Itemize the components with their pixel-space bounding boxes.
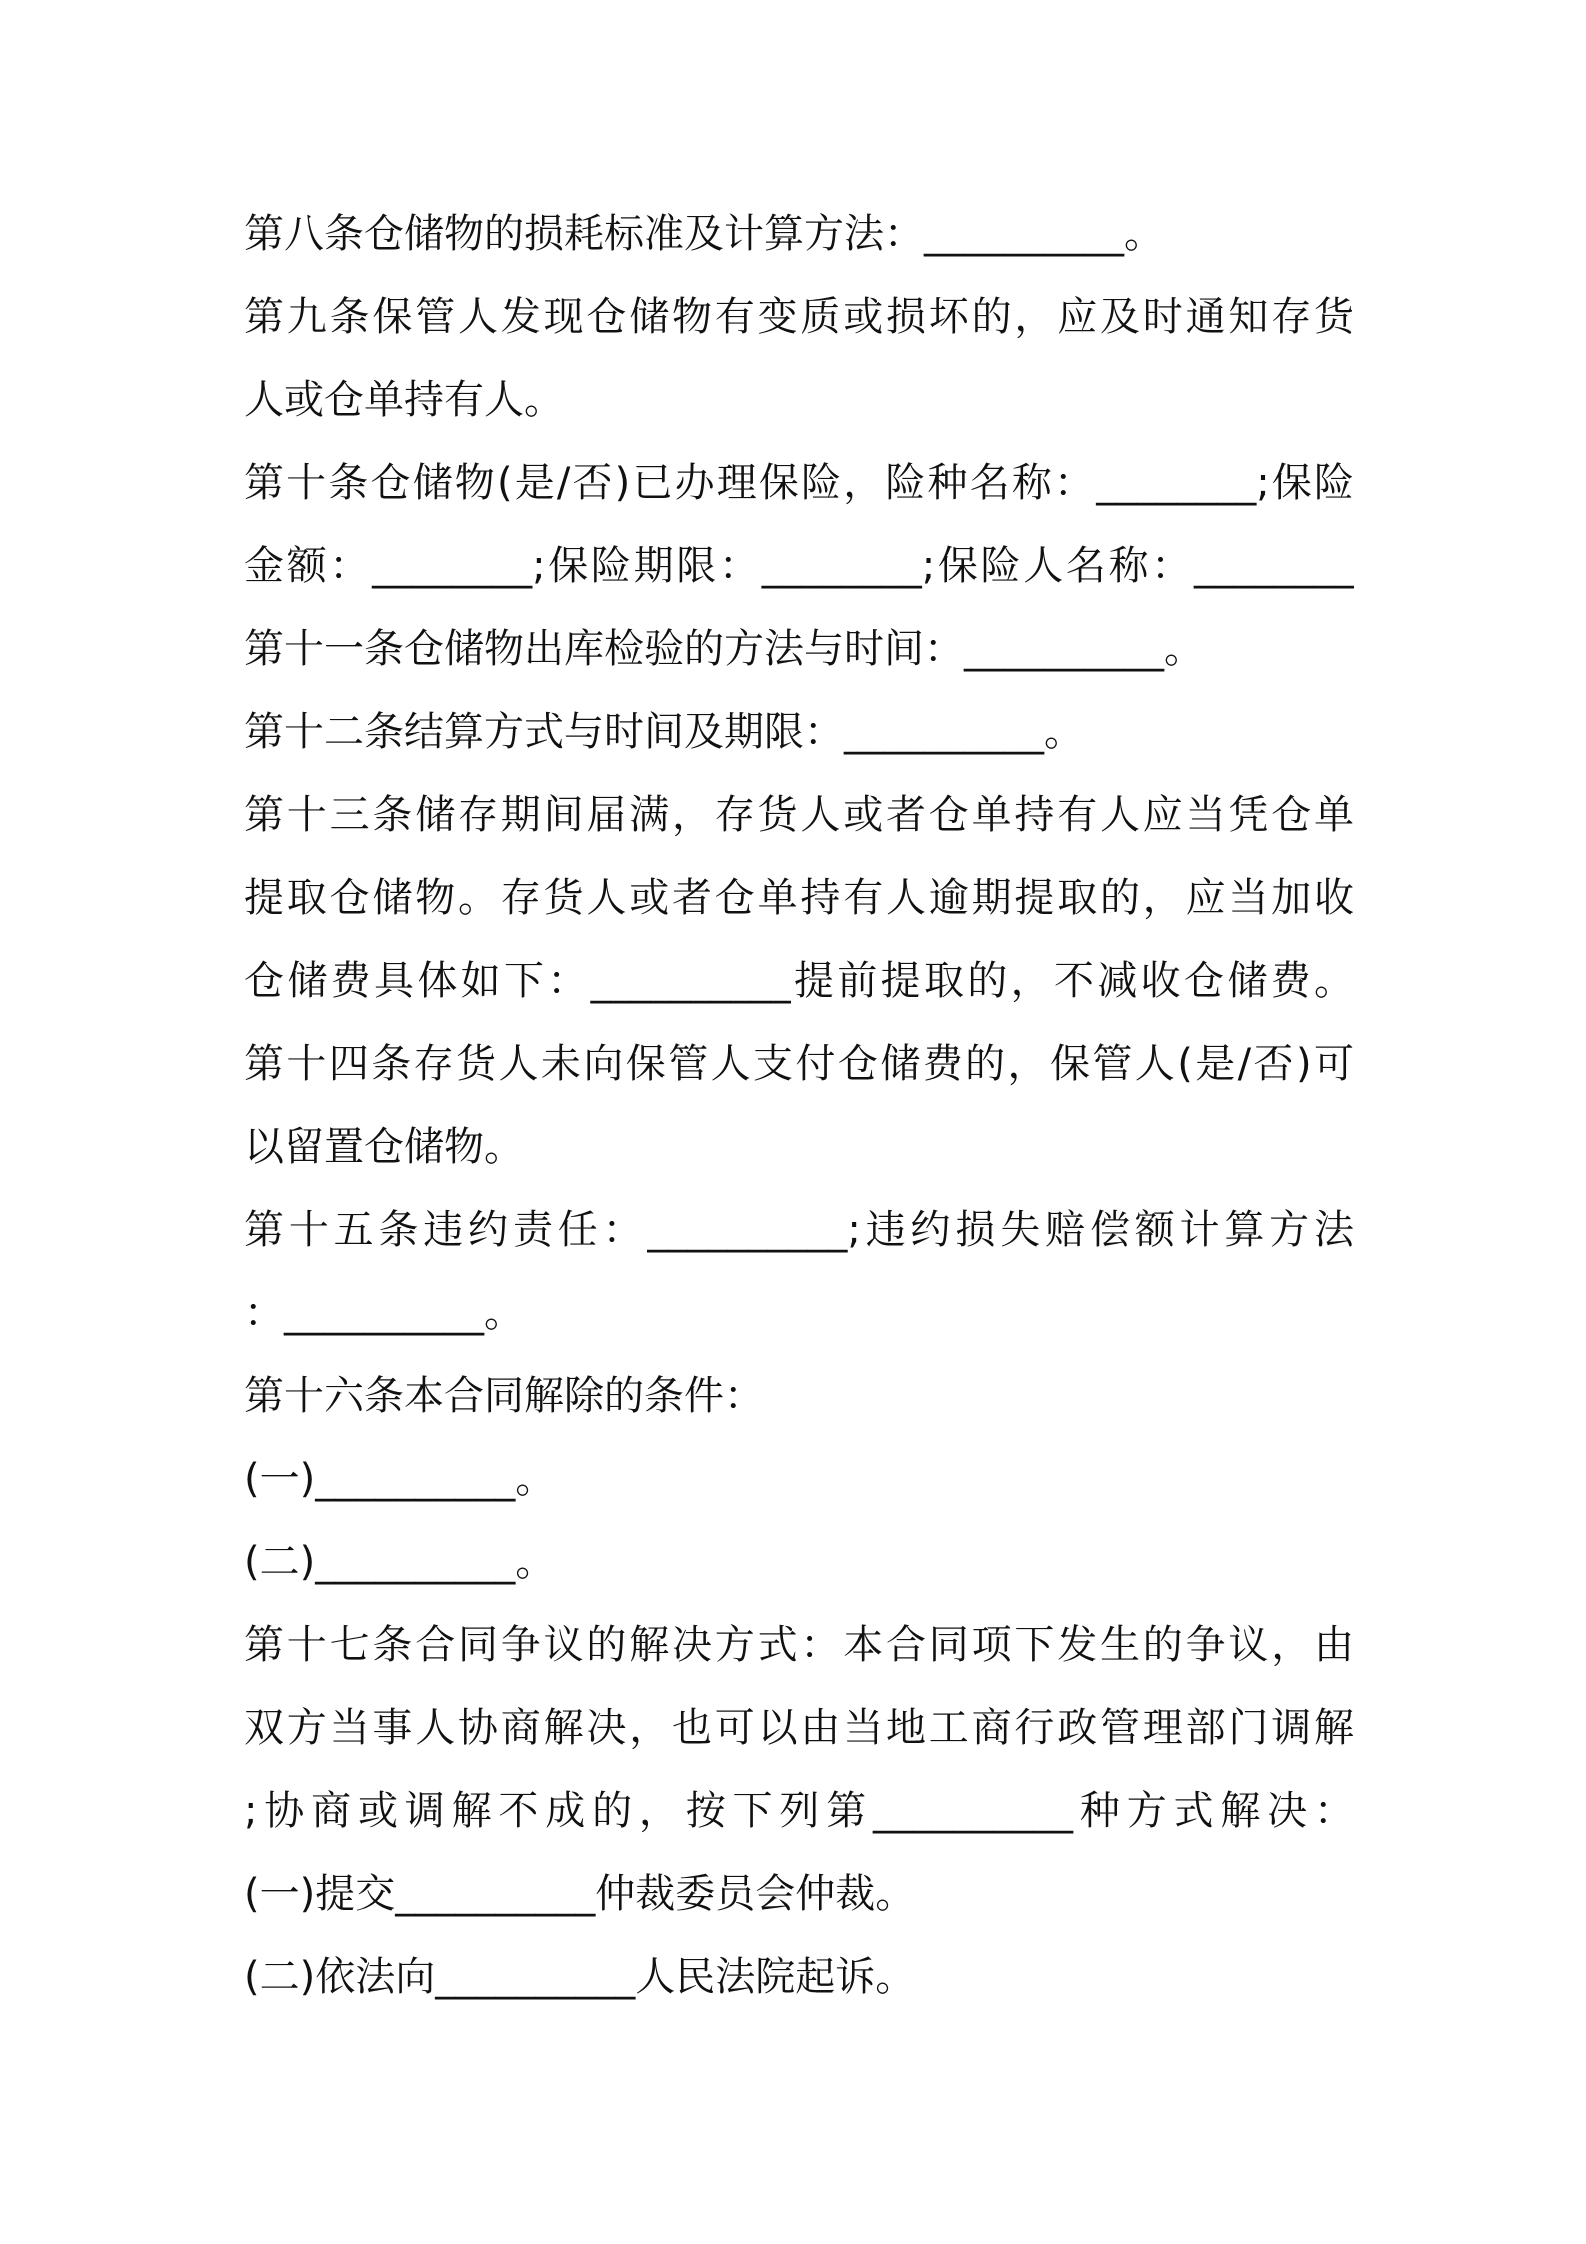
- clause-line: 第十五条违约责任：__________;违约损失赔偿额计算方法: [244, 1207, 1354, 1253]
- clause-line: 以留置仓储物。: [244, 1124, 524, 1170]
- clause-line: 第十四条存货人未向保管人支付仓储费的，保管人(是/否)可: [244, 1041, 1354, 1087]
- clause-line: 第十条仓储物(是/否)已办理保险，险种名称：________;保险: [244, 460, 1354, 506]
- clause-line: 第十三条储存期间届满，存货人或者仓单持有人应当凭仓单: [244, 792, 1354, 838]
- clause-line: 人或仓单持有人。: [244, 377, 564, 423]
- clause-line: ：__________。: [244, 1290, 524, 1336]
- clause-line: 第八条仓储物的损耗标准及计算方法：__________。: [244, 211, 1164, 257]
- clause-line: 第十二条结算方式与时间及期限：__________。: [244, 709, 1084, 755]
- clause-line: 第十六条本合同解除的条件：: [244, 1373, 764, 1419]
- clause-line: 金额：________;保险期限：________;保险人名称：________: [244, 543, 1354, 589]
- clause-line: 仓储费具体如下：__________提前提取的，不减收仓储费。: [244, 958, 1354, 1004]
- clause-line: 提取仓储物。存货人或者仓单持有人逾期提取的，应当加收: [244, 875, 1354, 921]
- clause-line: 第九条保管人发现仓储物有变质或损坏的，应及时通知存货: [244, 294, 1354, 340]
- clause-line: (一)__________。: [244, 1456, 556, 1502]
- clause-line: (二)依法向__________人民法院起诉。: [244, 1954, 916, 2000]
- contract-text: [244, 193, 1354, 2019]
- clause-line: 第十七条合同争议的解决方式：本合同项下发生的争议，由: [244, 1622, 1354, 1668]
- clause-line: (二)__________。: [244, 1539, 556, 1585]
- clause-line: (一)提交__________仲裁委员会仲裁。: [244, 1871, 916, 1917]
- clause-line: 第十一条仓储物出库检验的方法与时间：__________。: [244, 626, 1204, 672]
- clause-line: ;协商或调解不成的，按下列第__________种方式解决：: [244, 1788, 1354, 1834]
- clause-line: 双方当事人协商解决，也可以由当地工商行政管理部门调解: [244, 1705, 1354, 1751]
